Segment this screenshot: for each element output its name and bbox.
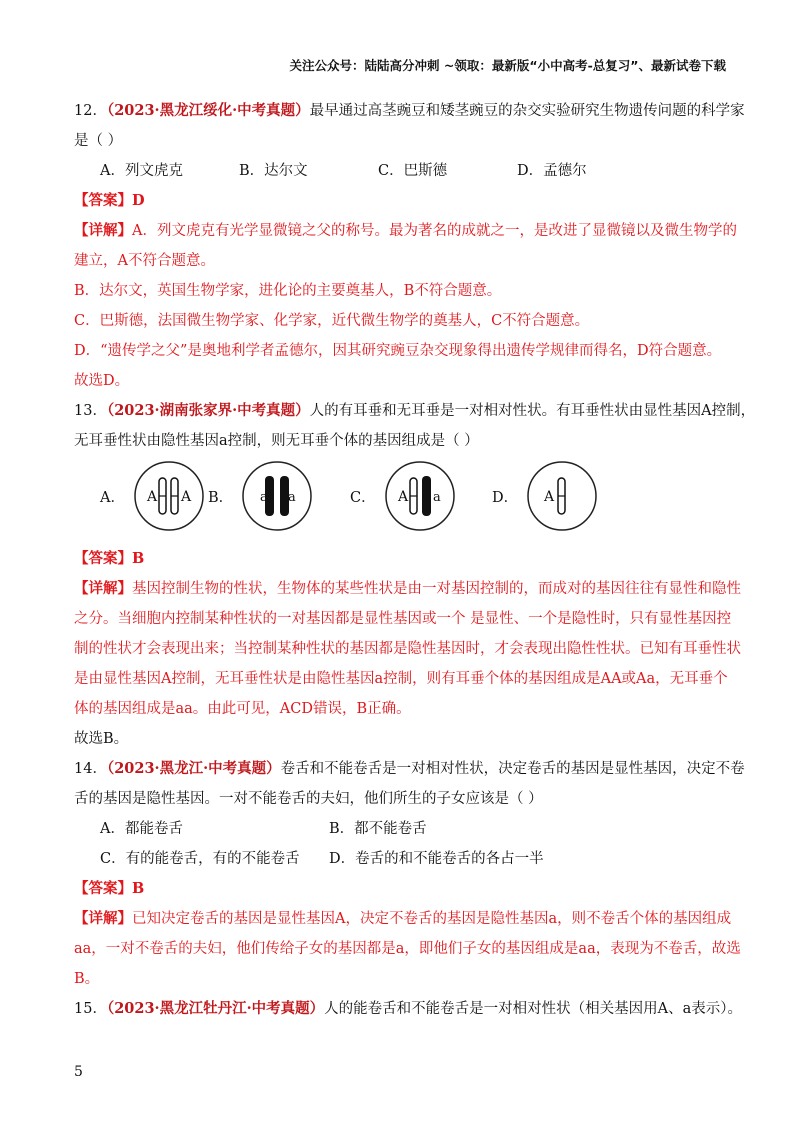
question-text: 人的有耳垂和无耳垂是一对相对性状。有耳垂性状由显性基因A控制， [309,403,756,419]
question-13-line-2: 无耳垂性状由隐性基因a控制，则无耳垂个体的基因组成是（ ） [74,433,479,449]
question-number: 12． [74,103,107,119]
option-label: A． [100,489,125,506]
question-source: （2023·黑龙江·中考真题） [106,760,281,777]
question-source: （2023·黑龙江绥化·中考真题） [106,102,310,119]
option-b: B．都不能卷舌 [329,821,427,837]
question-number: 15． [74,1001,107,1017]
question-12-options [74,156,728,186]
right-gene-label: A [180,489,192,505]
option-label: C． [350,489,376,506]
question-13-options [74,460,728,544]
answer-value: B [132,550,145,567]
detail-text: 基因控制生物的性状，生物体的某些性状是由一对基因控制的，而成对的基因往往有显性和隐性 [132,581,741,597]
question-number: 14． [74,761,107,777]
option-d-diagram [492,460,598,532]
question-14-line-2: 舌的基因是隐性基因。一对不能卷舌的夫妇，他们所生的子女应该是（ ） [74,791,543,807]
detail-14-line-2: aa，一对不卷舌的夫妇，他们传给子女的基因都是a，即他们子女的基因组成是aa，表现为不卷舌，故选 [74,941,741,957]
question-14-options-row-1 [74,814,728,844]
detail-text: 已知决定卷舌的基因是显性基因A，决定不卷舌的基因是隐性基因a，则不卷舌个体的基因组成 [132,911,732,927]
detail-14-line-3: B。 [74,971,100,987]
answer-tag: 【答案】 [74,550,132,567]
detail-13-line-1 [74,574,741,604]
left-gene-label: A [397,489,408,505]
answer-tag: 【答案】 [74,880,132,897]
cell-with-homologous-chromosomes-icon [133,460,205,532]
option-label: B． [208,489,234,506]
answer-13 [74,544,728,574]
question-text: 最早通过高茎豌豆和矮茎豌豆的杂交实验研究生物遗传问题的科学家 [309,103,745,119]
page-header: 关注公众号：陆陆高分冲刺 ~领取：最新版“小中高考-总复习”、最新试卷下载 [289,58,726,73]
detail-14-line-1 [74,904,732,934]
right-gene-label: a [432,490,441,505]
answer-12 [74,186,728,216]
option-d: D．卷舌的和不能卷舌的各占一半 [329,851,544,867]
question-12-line-2: 是（ ） [74,133,123,149]
option-b-diagram [208,460,313,532]
option-d: D．孟德尔 [517,163,587,179]
answer-value: D [132,192,145,209]
question-text: 人的能卷舌和不能卷舌是一对相对性状（相关基因用A、a表示）。 [324,1001,743,1017]
answer-14 [74,874,728,904]
option-a-diagram [100,460,205,532]
right-gene-label: a [288,490,296,505]
question-12-line-1 [74,96,745,126]
option-c: C．有的能卷舌，有的不能卷舌 [100,851,300,867]
detail-12-line-4: C．巴斯德，法国微生物学家、化学家，近代微生物学的奠基人，C不符合题意。 [74,313,590,329]
detail-12-line-3: B．达尔文，英国生物学家，进化论的主要奠基人，B不符合题意。 [74,283,502,299]
cell-with-homologous-chromosomes-icon [241,460,313,532]
question-source: （2023·黑龙江牡丹江·中考真题） [106,1000,325,1017]
detail-13-line-4: 是由显性基因A控制，无耳垂性状是由隐性基因a控制，则有耳垂个体的基因组成是AA或Aa，无耳垂个 [74,671,728,687]
left-gene-label: A [544,489,555,505]
question-15-line-1 [74,994,743,1024]
question-number: 13． [74,403,107,419]
left-gene-label: a [260,490,268,505]
detail-12-line-5: D．“遗传学之父”是奥地利学者孟德尔，因其研究豌豆杂交现象得出遗传学规律而得名，D符合题意。 [74,343,722,359]
detail-13-line-3: 制的性状才会表现出来；当控制某种性状的基因都是隐性基因时，才会表现出隐性性状。已知有耳垂性状 [74,641,741,657]
detail-text: A．列文虎克有光学显微镜之父的称号。最为著名的成就之一，是改进了显微镜以及微生物学的 [132,223,737,239]
option-label: D． [492,489,519,506]
page-number: 5 [74,1064,83,1080]
option-a: A．列文虎克 [100,163,183,179]
option-c: C．巴斯德 [378,163,448,179]
detail-13-conclusion: 故选B。 [74,731,129,747]
answer-value: B [132,880,145,897]
answer-tag: 【答案】 [74,192,132,209]
detail-tag: 【详解】 [74,910,132,927]
option-a: A．都能卷舌 [100,821,183,837]
question-source: （2023·湖南张家界·中考真题） [106,402,310,419]
detail-tag: 【详解】 [74,580,132,597]
question-14-line-1 [74,754,745,784]
left-gene-label: A [146,489,158,505]
question-text: 卷舌和不能卷舌是一对相对性状，决定卷舌的基因是显性基因，决定不卷 [280,761,745,777]
document-body [74,96,756,1024]
detail-13-line-2: 之分。当细胞内控制某种性状的一对基因都是显性基因或一个 是显性、一个是隐性时，只有显性基因控 [74,611,732,627]
option-b: B．达尔文 [239,163,308,179]
detail-12-conclusion: 故选D。 [74,373,130,389]
question-14-options-row-2 [74,844,728,874]
detail-13-line-5: 体的基因组成是aa。由此可见，ACD错误，B正确。 [74,701,411,717]
cell-with-single-chromosome-icon [526,460,598,532]
cell-with-homologous-chromosomes-icon [384,460,456,532]
question-13-line-1 [74,396,756,426]
detail-12-line-1 [74,216,737,246]
detail-tag: 【详解】 [74,222,132,239]
detail-12-line-2: 建立，A不符合题意。 [74,253,215,269]
option-c-diagram [350,460,456,532]
